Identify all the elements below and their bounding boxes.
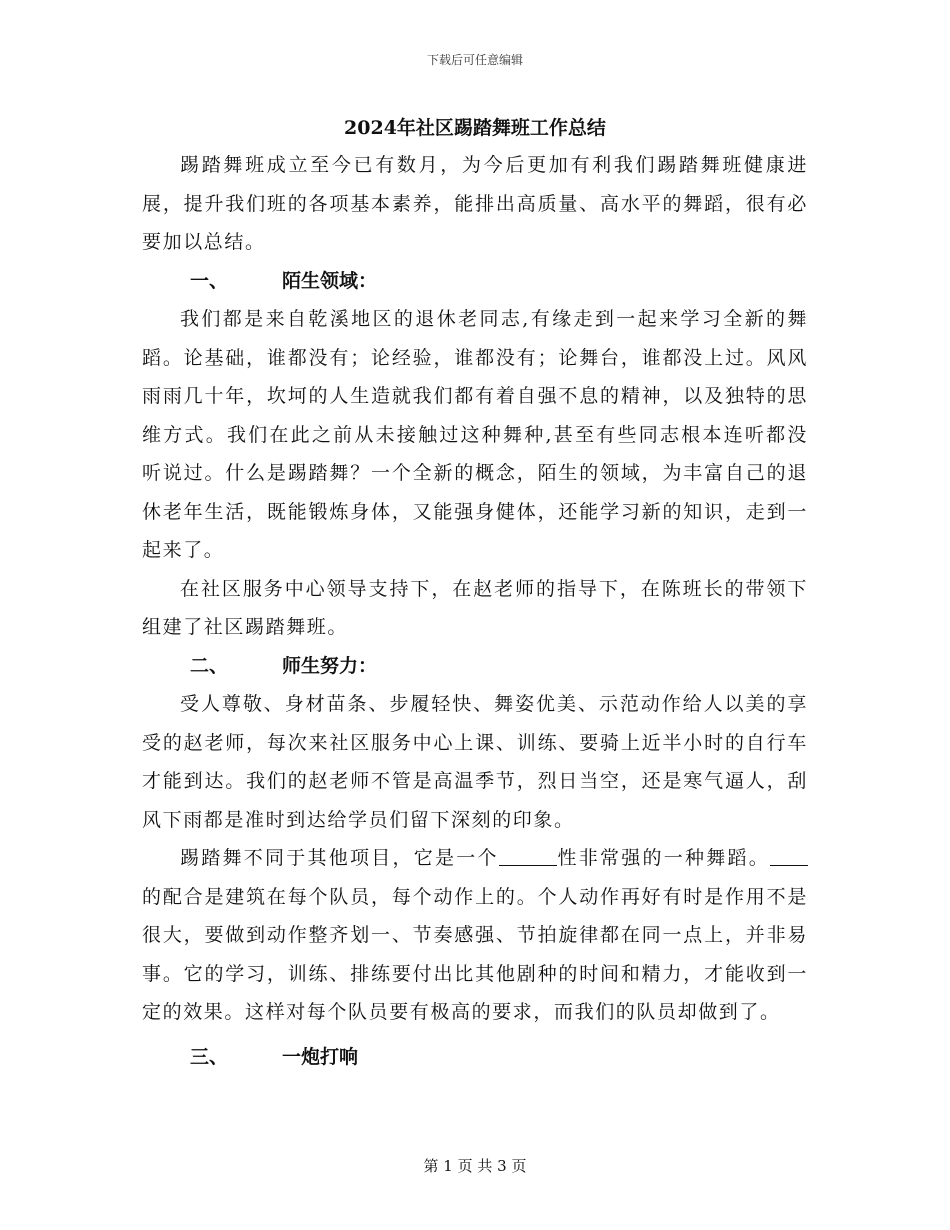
section-1-paragraph-2: 在社区服务中心领导支持下，在赵老师的指导下，在陈班长的带领下组建了社区踢踏舞班。 bbox=[142, 577, 808, 638]
fill-in-blank-2 bbox=[770, 846, 808, 866]
section-2-title: 师生努力： bbox=[282, 654, 378, 677]
page-footer: 第 1 页 共 3 页 bbox=[423, 1157, 527, 1175]
page-header: 下载后可任意编辑 bbox=[426, 53, 523, 67]
section-2-paragraph-2-part-3: 的配合是建筑在每个队员，每个动作上的。个人动作再好有时是作用不是很大，要做到动作整齐划一、节奏感强、节拍旋律都在同一点上，并非易事。它的学习，训练、排练要付出比其他剧种的时间和精力，才能收到一定的效果。这样对每个队员要有极高的要求，而我们的队员却做到了。 bbox=[142, 885, 808, 1023]
section-1-paragraph-1: 我们都是来自乾溪地区的退休老同志,有缘走到一起来学习全新的舞蹈。论基础，谁都没有；论经验，谁都没有；论舞台，谁都没上过。风风雨雨几十年，坎坷的人生造就我们都有着自强不息的精神，以及独特的思维方式。我们在此之前从未接触过这种舞种,甚至有些同志根本连听都没听说过。什么是踢踏舞？一个全新的概念，陌生的领域，为丰富自己的退休老年生活，既能锻炼身体，又能强身健体，还能学习新的知识，走到一起来了。 bbox=[142, 308, 808, 561]
intro-paragraph: 踢踏舞班成立至今已有数月，为今后更加有利我们踢踏舞班健康进展，提升我们班的各项基本素养，能排出高质量、高水平的舞蹈，很有必要加以总结。 bbox=[142, 154, 808, 253]
section-2-paragraph-1: 受人尊敬、身材苗条、步履轻快、舞姿优美、示范动作给人以美的享受的赵老师，每次来社区服务中心上课、训练、要骑上近半小时的自行车才能到达。我们的赵老师不管是高温季节，烈日当空，还是寒气逼人，刮风下雨都是准时到达给学员们留下深刻的印象。 bbox=[142, 693, 808, 831]
section-1-number: 一、 bbox=[190, 269, 229, 292]
section-3-title: 一炮打响 bbox=[282, 1045, 359, 1068]
section-2-paragraph-2 bbox=[142, 839, 808, 1032]
section-1-title: 陌生领域： bbox=[282, 269, 378, 292]
section-2-heading bbox=[142, 647, 808, 686]
section-2-number: 二、 bbox=[190, 654, 229, 677]
section-2-paragraph-2-part-1: 踢踏舞不同于其他项目，它是一个 bbox=[180, 847, 499, 869]
section-3-heading bbox=[142, 1038, 808, 1077]
section-1-heading bbox=[142, 262, 808, 301]
document-title: 2024年社区踢踏舞班工作总结 bbox=[344, 117, 606, 139]
section-2-paragraph-2-part-2: 性非常强的一种舞蹈。 bbox=[556, 847, 770, 869]
section-3-number: 三、 bbox=[190, 1045, 229, 1068]
fill-in-blank-1 bbox=[499, 846, 557, 866]
document-body bbox=[142, 146, 808, 1076]
